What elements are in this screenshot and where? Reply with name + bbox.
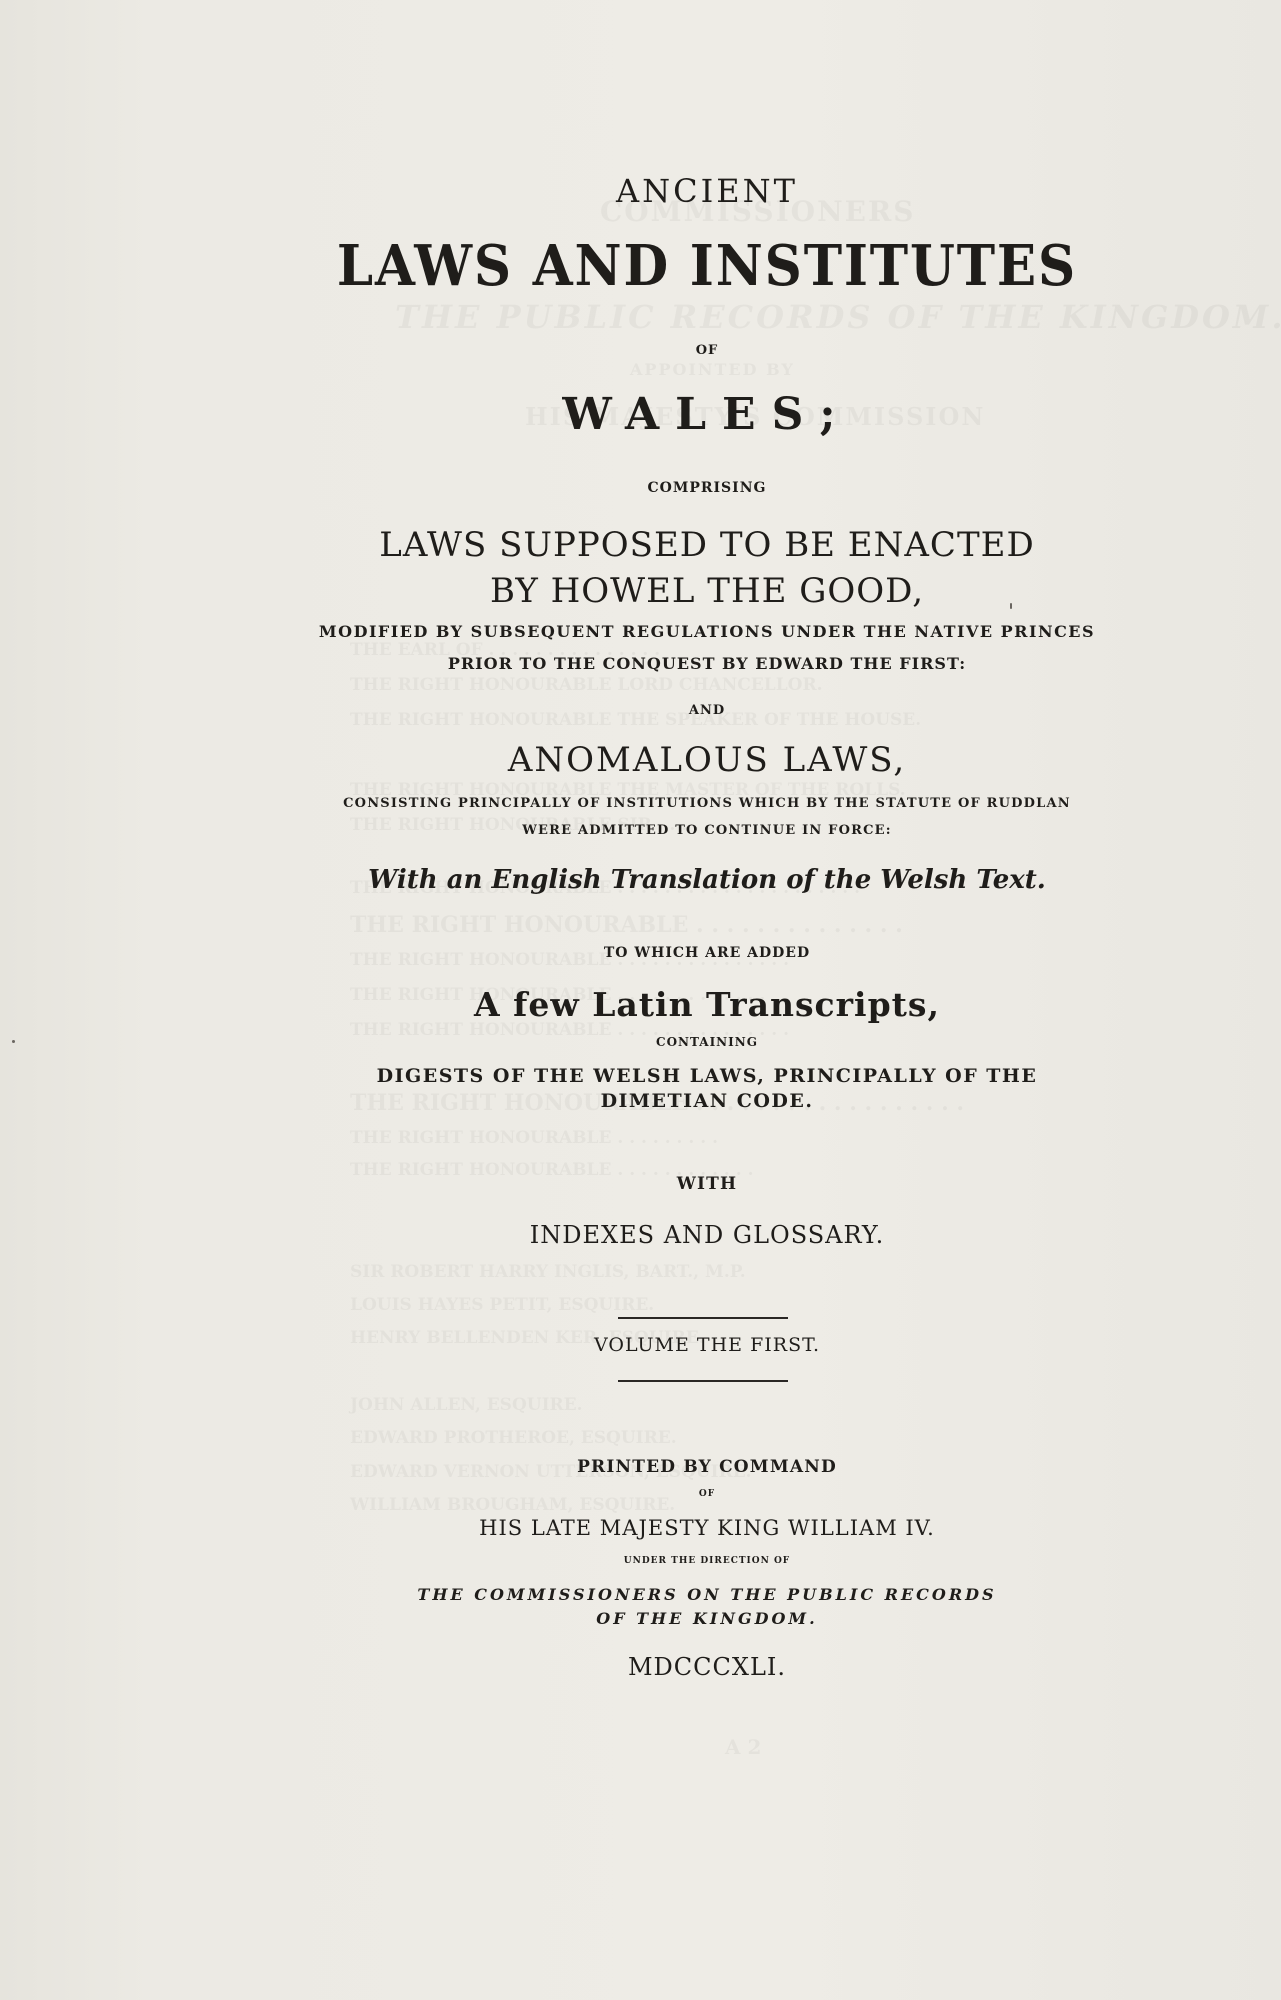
to-which-added: TO WHICH ARE ADDED [603,945,811,961]
digests-line1: DIGESTS OF THE WELSH LAWS, PRINCIPALLY OF THE [376,1065,1038,1087]
latin-transcripts: A few Latin Transcripts, [474,985,940,1024]
title-ancient: ANCIENT [616,172,798,210]
rule-top [618,1317,788,1319]
volume-label: VOLUME THE FIRST. [594,1334,820,1356]
laws-supposed-line2: BY HOWEL THE GOOD, [489,571,925,611]
majesty-line: HIS LATE MAJESTY KING WILLIAM IV. [479,1516,935,1540]
under-direction: UNDER THE DIRECTION OF [623,1556,791,1566]
paper-speck [12,1040,15,1043]
modified-line1: MODIFIED BY SUBSEQUENT REGULATIONS UNDER THE NATIVE PRINCES [318,622,1096,641]
digests-line2: DIMETIAN CODE. [600,1090,814,1112]
modified-line2: PRIOR TO THE CONQUEST BY EDWARD THE FIRST: [447,654,967,673]
main-title: LAWS AND INSTITUTES [336,233,1078,299]
containing-label: CONTAINING [656,1035,758,1049]
anomalous-laws: ANOMALOUS LAWS, [507,740,907,780]
of-label: OF [695,343,719,358]
with-label: WITH [676,1174,738,1194]
translation-line: With an English Translation of the Welsh Text. [368,865,1046,895]
date-line: MDCCCXLI. [627,1653,787,1681]
consisting-line2: WERE ADMITTED TO CONTINUE IN FORCE: [522,823,892,838]
comprising-label: COMPRISING [647,480,767,496]
and-label: AND [688,703,726,718]
printed-by-command: PRINTED BY COMMAND [577,1457,837,1477]
commissioners-line2: OF THE KINGDOM. [596,1609,818,1628]
rule-bottom [618,1380,788,1382]
consisting-line1: CONSISTING PRINCIPALLY OF INSTITUTIONS WHICH BY THE STATUTE OF RUDDLAN [343,796,1071,811]
wales-title: WALES; [562,389,852,440]
indexes-glossary: INDEXES AND GLOSSARY. [529,1221,885,1249]
laws-supposed-line1: LAWS SUPPOSED TO BE ENACTED [379,525,1035,565]
of-label-2: OF [698,1489,716,1499]
commissioners-line1: THE COMMISSIONERS ON THE PUBLIC RECORDS [417,1585,997,1604]
